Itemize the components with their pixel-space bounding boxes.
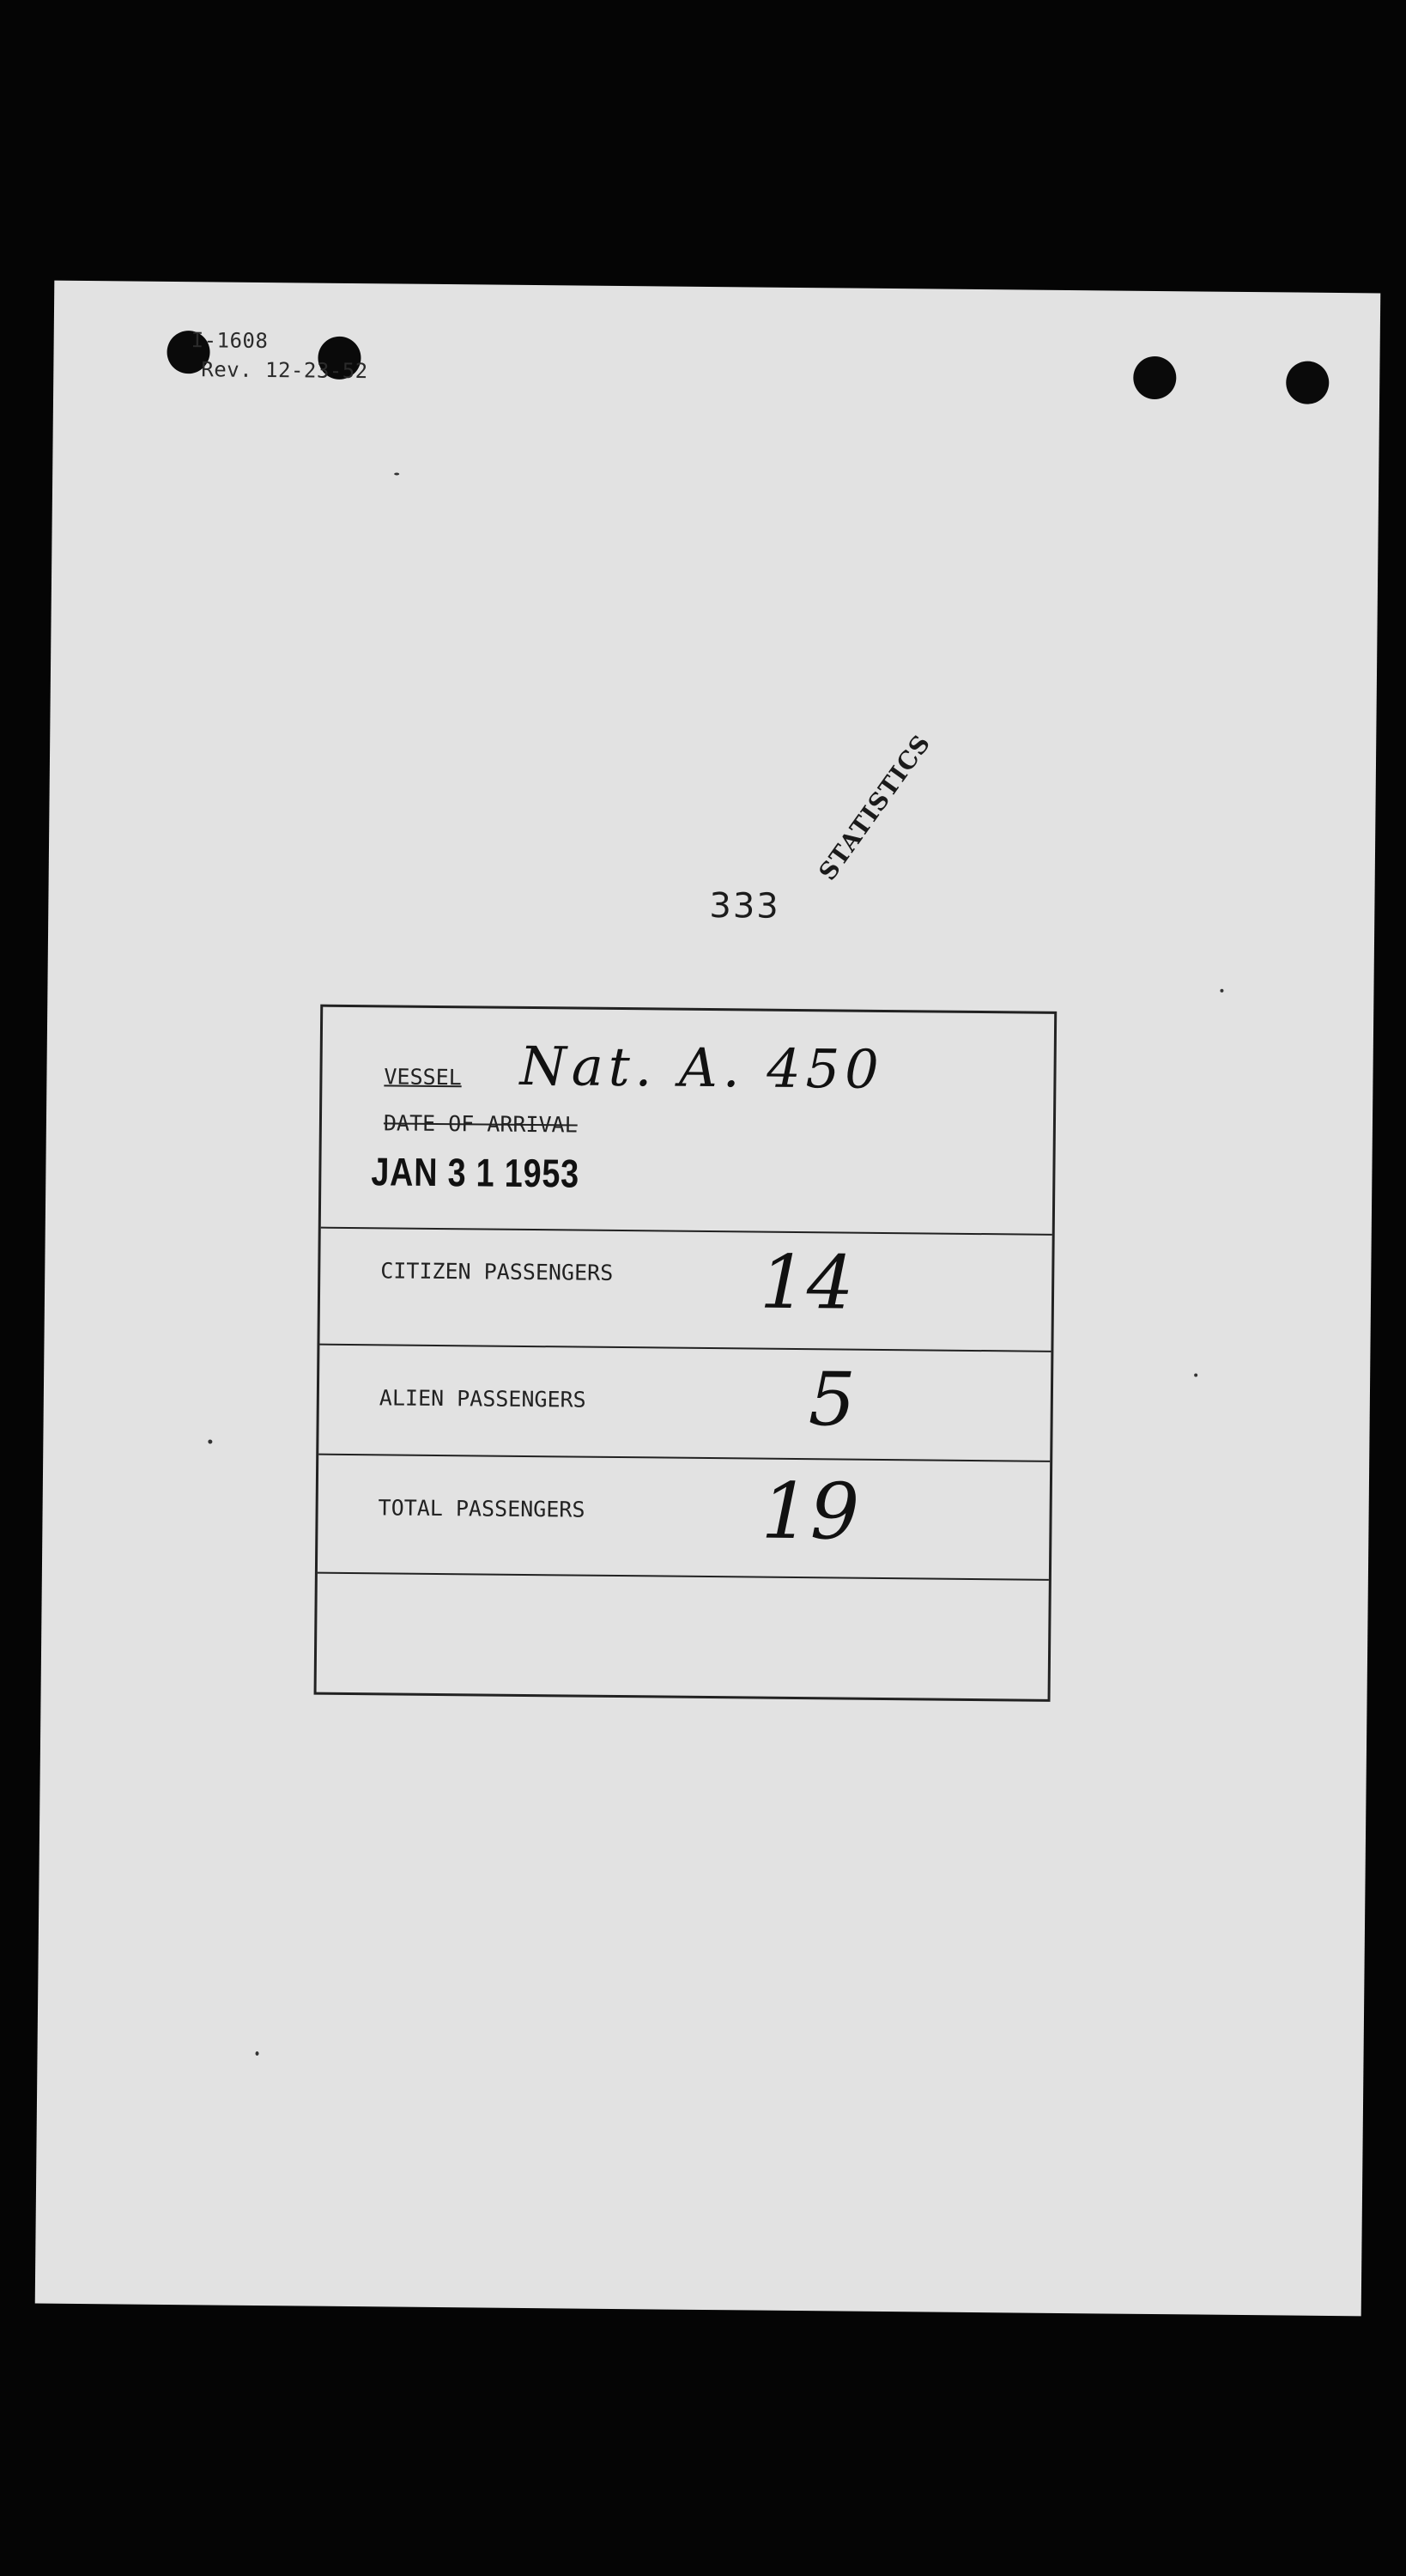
citizen-passengers-value: 14 (759, 1239, 855, 1327)
paper-speck (394, 472, 399, 475)
alien-passengers-value: 5 (808, 1357, 857, 1443)
vessel-label: VESSEL (384, 1064, 462, 1091)
paper-speck (1194, 1373, 1197, 1376)
date-of-arrival-label: DATE OF ARRIVAL (383, 1110, 578, 1138)
paper-speck (1220, 989, 1223, 993)
page-number: 333 (709, 885, 780, 927)
punch-hole-right-2 (1286, 361, 1329, 404)
form-number: I-1608 (191, 328, 269, 354)
total-passengers-value: 19 (761, 1466, 860, 1558)
row-divider-1 (321, 1227, 1052, 1236)
date-of-arrival-value: JAN 3 1 1953 (371, 1149, 580, 1196)
vessel-value: Nat. A. 450 (519, 1034, 884, 1101)
row-divider-2 (319, 1344, 1051, 1352)
paper-speck (208, 1439, 212, 1443)
alien-passengers-label: ALIEN PASSENGERS (379, 1385, 586, 1413)
citizen-passengers-label: CITIZEN PASSENGERS (380, 1258, 614, 1285)
paper-speck (256, 2051, 259, 2056)
row-divider-3 (318, 1454, 1050, 1462)
form-revision: Rev. 12-23-52 (201, 357, 368, 384)
statistics-stamp: STATISTICS (813, 729, 936, 886)
document-page (35, 281, 1381, 2317)
row-divider-4 (318, 1572, 1049, 1581)
total-passengers-label: TOTAL PASSENGERS (378, 1495, 585, 1522)
punch-hole-right-1 (1133, 356, 1176, 399)
passenger-form (314, 1005, 1058, 1702)
